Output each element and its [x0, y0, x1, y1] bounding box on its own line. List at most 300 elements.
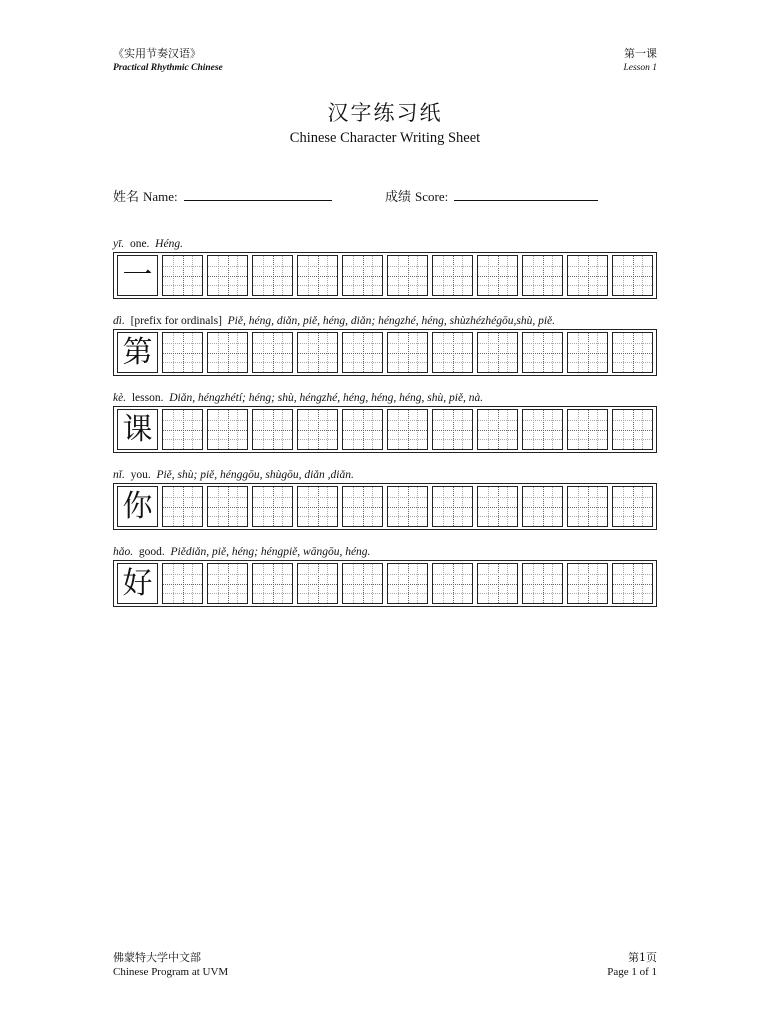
- row-meaning: lesson.: [131, 392, 164, 404]
- guide-line: [388, 574, 427, 575]
- practice-cell[interactable]: [567, 409, 608, 450]
- guide-line: [642, 333, 643, 372]
- practice-cell[interactable]: [477, 563, 518, 604]
- guide-line: [298, 497, 337, 498]
- guide-line: [478, 439, 517, 440]
- practice-cell[interactable]: [432, 409, 473, 450]
- guide-line: [462, 487, 463, 526]
- guide-line: [597, 333, 598, 372]
- guide-line: [253, 420, 292, 421]
- guide-line: [308, 333, 309, 372]
- guide-line: [163, 593, 202, 594]
- practice-cell[interactable]: [477, 332, 518, 373]
- guide-line: [623, 256, 624, 295]
- guide-line: [237, 333, 238, 372]
- guide-line: [523, 593, 562, 594]
- guide-line: [478, 593, 517, 594]
- guide-line: [578, 564, 579, 603]
- name-input-line[interactable]: [184, 188, 332, 201]
- guide-line: [623, 487, 624, 526]
- guide-line: [462, 256, 463, 295]
- practice-cell[interactable]: [432, 486, 473, 527]
- guide-line: [433, 593, 472, 594]
- guide-line: [192, 487, 193, 526]
- practice-cell[interactable]: [567, 255, 608, 296]
- guide-line: [173, 487, 174, 526]
- guide-line: [253, 285, 292, 286]
- guide-line: [343, 593, 382, 594]
- guide-line: [253, 516, 292, 517]
- lesson-cn: 第一课: [624, 47, 657, 60]
- guide-line: [523, 362, 562, 363]
- guide-line: [253, 362, 292, 363]
- guide-line: [478, 516, 517, 517]
- guide-line: [578, 410, 579, 449]
- guide-line: [398, 487, 399, 526]
- guide-line: [523, 285, 562, 286]
- guide-line: [173, 333, 174, 372]
- row-label: [113, 392, 483, 404]
- guide-line: [282, 333, 283, 372]
- practice-cell[interactable]: [432, 255, 473, 296]
- guide-line: [523, 439, 562, 440]
- row-strokes: Piě, héng, diǎn, piě, héng, diǎn; héngzhé, héng, shùzhézhégōu,shù, piě.: [227, 315, 556, 327]
- model-character: 你: [122, 488, 153, 524]
- guide-line: [343, 516, 382, 517]
- guide-line: [433, 420, 472, 421]
- guide-line: [163, 362, 202, 363]
- guide-line: [597, 487, 598, 526]
- guide-line: [282, 487, 283, 526]
- model-character: 第: [122, 334, 153, 370]
- guide-line: [298, 285, 337, 286]
- guide-line: [478, 497, 517, 498]
- practice-cell[interactable]: [612, 255, 653, 296]
- guide-line: [642, 487, 643, 526]
- practice-cell[interactable]: [522, 255, 563, 296]
- guide-line: [298, 266, 337, 267]
- guide-line: [208, 439, 247, 440]
- practice-grid: [113, 329, 657, 376]
- guide-line: [343, 497, 382, 498]
- guide-line: [327, 256, 328, 295]
- guide-line: [507, 410, 508, 449]
- book-title-en: Practical Rhythmic Chinese: [113, 63, 223, 73]
- practice-cell[interactable]: [252, 563, 293, 604]
- guide-line: [533, 410, 534, 449]
- department-cn: 佛蒙特大学中文部: [113, 951, 201, 964]
- guide-line: [163, 574, 202, 575]
- guide-line: [372, 333, 373, 372]
- practice-cell[interactable]: [567, 563, 608, 604]
- guide-line: [388, 343, 427, 344]
- practice-cell[interactable]: [522, 486, 563, 527]
- practice-grid: [113, 252, 657, 299]
- guide-line: [388, 362, 427, 363]
- row-pinyin: kè.: [113, 392, 127, 404]
- guide-line: [353, 410, 354, 449]
- guide-line: [568, 593, 607, 594]
- practice-cell[interactable]: [252, 332, 293, 373]
- guide-line: [282, 410, 283, 449]
- model-character-cell: [117, 255, 158, 296]
- guide-line: [372, 487, 373, 526]
- guide-line: [163, 439, 202, 440]
- practice-grid: [113, 406, 657, 453]
- guide-line: [173, 256, 174, 295]
- guide-line: [208, 574, 247, 575]
- guide-line: [507, 256, 508, 295]
- guide-line: [478, 285, 517, 286]
- practice-cell[interactable]: [477, 486, 518, 527]
- practice-cell[interactable]: [162, 332, 203, 373]
- guide-line: [163, 285, 202, 286]
- guide-line: [597, 410, 598, 449]
- guide-line: [253, 593, 292, 594]
- guide-line: [308, 410, 309, 449]
- practice-cell[interactable]: [297, 255, 338, 296]
- guide-line: [478, 343, 517, 344]
- guide-line: [433, 497, 472, 498]
- guide-line: [308, 487, 309, 526]
- practice-cell[interactable]: [297, 332, 338, 373]
- footer-left: [113, 950, 228, 980]
- guide-line: [327, 487, 328, 526]
- practice-cell[interactable]: [477, 255, 518, 296]
- guide-line: [568, 497, 607, 498]
- guide-line: [388, 497, 427, 498]
- model-character-cell: [117, 332, 158, 373]
- practice-cell[interactable]: [297, 563, 338, 604]
- guide-line: [462, 564, 463, 603]
- practice-cell[interactable]: [207, 409, 248, 450]
- practice-cell[interactable]: [342, 332, 383, 373]
- guide-line: [613, 420, 652, 421]
- practice-cell[interactable]: [207, 486, 248, 527]
- guide-line: [253, 497, 292, 498]
- guide-line: [568, 285, 607, 286]
- page-number-cn: 第1页: [628, 951, 657, 964]
- guide-line: [552, 333, 553, 372]
- guide-line: [218, 256, 219, 295]
- score-input-line[interactable]: [454, 188, 598, 201]
- practice-cell[interactable]: [432, 332, 473, 373]
- practice-cell[interactable]: [342, 486, 383, 527]
- guide-line: [523, 497, 562, 498]
- guide-line: [433, 574, 472, 575]
- practice-cell[interactable]: [567, 332, 608, 373]
- guide-line: [298, 439, 337, 440]
- guide-line: [343, 420, 382, 421]
- guide-line: [253, 574, 292, 575]
- guide-line: [398, 564, 399, 603]
- practice-cell[interactable]: [387, 563, 428, 604]
- header-right: [623, 46, 657, 74]
- guide-line: [388, 516, 427, 517]
- guide-line: [353, 487, 354, 526]
- practice-cell[interactable]: [612, 409, 653, 450]
- lesson-en: Lesson 1: [623, 63, 657, 73]
- guide-line: [327, 333, 328, 372]
- guide-line: [597, 564, 598, 603]
- guide-line: [192, 564, 193, 603]
- guide-line: [298, 593, 337, 594]
- guide-line: [433, 362, 472, 363]
- guide-line: [388, 266, 427, 267]
- guide-line: [353, 333, 354, 372]
- guide-line: [488, 487, 489, 526]
- guide-line: [552, 410, 553, 449]
- guide-line: [208, 362, 247, 363]
- guide-line: [533, 487, 534, 526]
- practice-cell[interactable]: [297, 486, 338, 527]
- guide-line: [263, 333, 264, 372]
- practice-cell[interactable]: [252, 409, 293, 450]
- row-strokes: Piědiǎn, piě, héng; héngpiě, wāngōu, héng.: [170, 546, 371, 558]
- practice-grid: [113, 483, 657, 530]
- guide-line: [417, 410, 418, 449]
- guide-line: [218, 333, 219, 372]
- guide-line: [568, 343, 607, 344]
- guide-line: [478, 266, 517, 267]
- guide-line: [488, 564, 489, 603]
- practice-cell[interactable]: [477, 409, 518, 450]
- guide-line: [417, 564, 418, 603]
- guide-line: [507, 333, 508, 372]
- guide-line: [282, 564, 283, 603]
- guide-line: [507, 564, 508, 603]
- row-strokes: Héng.: [155, 238, 183, 250]
- practice-cell[interactable]: [342, 255, 383, 296]
- guide-line: [523, 266, 562, 267]
- guide-line: [298, 420, 337, 421]
- guide-line: [208, 343, 247, 344]
- guide-line: [263, 410, 264, 449]
- guide-line: [398, 256, 399, 295]
- guide-line: [523, 343, 562, 344]
- name-label-cn: 姓名: [113, 190, 140, 205]
- guide-line: [237, 487, 238, 526]
- guide-line: [568, 516, 607, 517]
- practice-cell[interactable]: [162, 409, 203, 450]
- guide-line: [613, 285, 652, 286]
- guide-line: [523, 574, 562, 575]
- score-label-cn: 成绩: [385, 190, 412, 205]
- page-title-en: Chinese Character Writing Sheet: [289, 130, 481, 146]
- guide-line: [163, 343, 202, 344]
- book-title-cn: 《实用节奏汉语》: [113, 47, 201, 60]
- guide-line: [613, 497, 652, 498]
- guide-line: [417, 333, 418, 372]
- practice-grid: [113, 560, 657, 607]
- guide-line: [433, 285, 472, 286]
- guide-line: [417, 487, 418, 526]
- guide-line: [398, 333, 399, 372]
- guide-line: [253, 439, 292, 440]
- guide-line: [353, 564, 354, 603]
- practice-cell[interactable]: [252, 486, 293, 527]
- practice-cell[interactable]: [207, 332, 248, 373]
- guide-line: [552, 256, 553, 295]
- practice-cell[interactable]: [162, 486, 203, 527]
- guide-line: [552, 564, 553, 603]
- practice-cell[interactable]: [297, 409, 338, 450]
- guide-line: [372, 410, 373, 449]
- guide-line: [353, 256, 354, 295]
- practice-cell[interactable]: [342, 409, 383, 450]
- guide-line: [533, 564, 534, 603]
- guide-line: [478, 362, 517, 363]
- department-en: Chinese Program at UVM: [113, 966, 229, 978]
- guide-line: [237, 564, 238, 603]
- practice-cell[interactable]: [207, 563, 248, 604]
- guide-line: [298, 516, 337, 517]
- model-character: 课: [122, 411, 153, 447]
- guide-line: [568, 362, 607, 363]
- guide-line: [343, 266, 382, 267]
- row-meaning: [prefix for ordinals]: [130, 315, 222, 327]
- guide-line: [488, 333, 489, 372]
- guide-line: [462, 333, 463, 372]
- guide-line: [263, 564, 264, 603]
- name-label-en: Name:: [143, 189, 178, 204]
- guide-line: [433, 516, 472, 517]
- row-meaning: one.: [129, 238, 150, 250]
- guide-line: [443, 333, 444, 372]
- guide-line: [263, 256, 264, 295]
- practice-cell[interactable]: [162, 563, 203, 604]
- row-meaning: good.: [138, 546, 165, 558]
- guide-line: [343, 343, 382, 344]
- guide-line: [523, 516, 562, 517]
- guide-line: [388, 285, 427, 286]
- practice-cell[interactable]: [612, 486, 653, 527]
- guide-line: [433, 439, 472, 440]
- guide-line: [163, 420, 202, 421]
- practice-cell[interactable]: [252, 255, 293, 296]
- practice-cell[interactable]: [207, 255, 248, 296]
- practice-cell[interactable]: [432, 563, 473, 604]
- guide-line: [488, 256, 489, 295]
- guide-line: [642, 256, 643, 295]
- model-character: 一: [122, 257, 153, 293]
- practice-cell[interactable]: [522, 563, 563, 604]
- practice-cell[interactable]: [387, 486, 428, 527]
- guide-line: [372, 256, 373, 295]
- practice-cell[interactable]: [342, 563, 383, 604]
- guide-line: [192, 410, 193, 449]
- guide-line: [478, 574, 517, 575]
- guide-line: [398, 410, 399, 449]
- guide-line: [218, 487, 219, 526]
- practice-cell[interactable]: [387, 332, 428, 373]
- guide-line: [163, 266, 202, 267]
- guide-line: [308, 256, 309, 295]
- practice-cell[interactable]: [387, 409, 428, 450]
- practice-cell[interactable]: [387, 255, 428, 296]
- guide-line: [192, 333, 193, 372]
- guide-line: [163, 497, 202, 498]
- guide-line: [623, 410, 624, 449]
- guide-line: [568, 420, 607, 421]
- guide-line: [298, 362, 337, 363]
- guide-line: [642, 564, 643, 603]
- guide-line: [613, 362, 652, 363]
- guide-line: [208, 516, 247, 517]
- guide-line: [613, 516, 652, 517]
- guide-line: [578, 333, 579, 372]
- guide-line: [343, 574, 382, 575]
- guide-line: [613, 266, 652, 267]
- guide-line: [218, 410, 219, 449]
- guide-line: [433, 343, 472, 344]
- guide-line: [613, 574, 652, 575]
- practice-cell[interactable]: [612, 563, 653, 604]
- guide-line: [343, 285, 382, 286]
- guide-line: [578, 256, 579, 295]
- guide-line: [192, 256, 193, 295]
- row-label: [113, 238, 183, 250]
- guide-line: [462, 410, 463, 449]
- guide-line: [208, 593, 247, 594]
- model-character: 好: [122, 565, 153, 601]
- guide-line: [568, 266, 607, 267]
- score-field: [385, 186, 598, 205]
- row-pinyin: yī.: [113, 238, 125, 250]
- guide-line: [343, 362, 382, 363]
- guide-line: [443, 487, 444, 526]
- row-label: [113, 546, 370, 558]
- guide-line: [623, 333, 624, 372]
- guide-line: [507, 487, 508, 526]
- guide-line: [237, 410, 238, 449]
- guide-line: [308, 564, 309, 603]
- guide-line: [388, 439, 427, 440]
- practice-cell[interactable]: [612, 332, 653, 373]
- row-pinyin: dì.: [113, 315, 125, 327]
- guide-line: [388, 593, 427, 594]
- guide-line: [388, 420, 427, 421]
- practice-cell[interactable]: [162, 255, 203, 296]
- guide-line: [613, 439, 652, 440]
- guide-line: [343, 439, 382, 440]
- guide-line: [488, 410, 489, 449]
- row-pinyin: hǎo.: [113, 546, 134, 558]
- guide-line: [218, 564, 219, 603]
- guide-line: [597, 256, 598, 295]
- guide-line: [282, 256, 283, 295]
- guide-line: [443, 256, 444, 295]
- guide-line: [533, 333, 534, 372]
- guide-line: [552, 487, 553, 526]
- practice-cell[interactable]: [522, 409, 563, 450]
- guide-line: [523, 420, 562, 421]
- guide-line: [433, 266, 472, 267]
- guide-line: [208, 285, 247, 286]
- guide-line: [443, 410, 444, 449]
- model-character-cell: [117, 486, 158, 527]
- practice-cell[interactable]: [567, 486, 608, 527]
- model-character-cell: [117, 409, 158, 450]
- row-strokes: Diǎn, héngzhétí; héng; shù, héngzhé, héng, héng, héng, shù, piě, nà.: [169, 392, 484, 404]
- practice-cell[interactable]: [522, 332, 563, 373]
- page-number-en: Page 1 of 1: [607, 966, 657, 978]
- guide-line: [208, 420, 247, 421]
- name-field: [113, 186, 332, 205]
- guide-line: [237, 256, 238, 295]
- guide-line: [263, 487, 264, 526]
- guide-line: [173, 410, 174, 449]
